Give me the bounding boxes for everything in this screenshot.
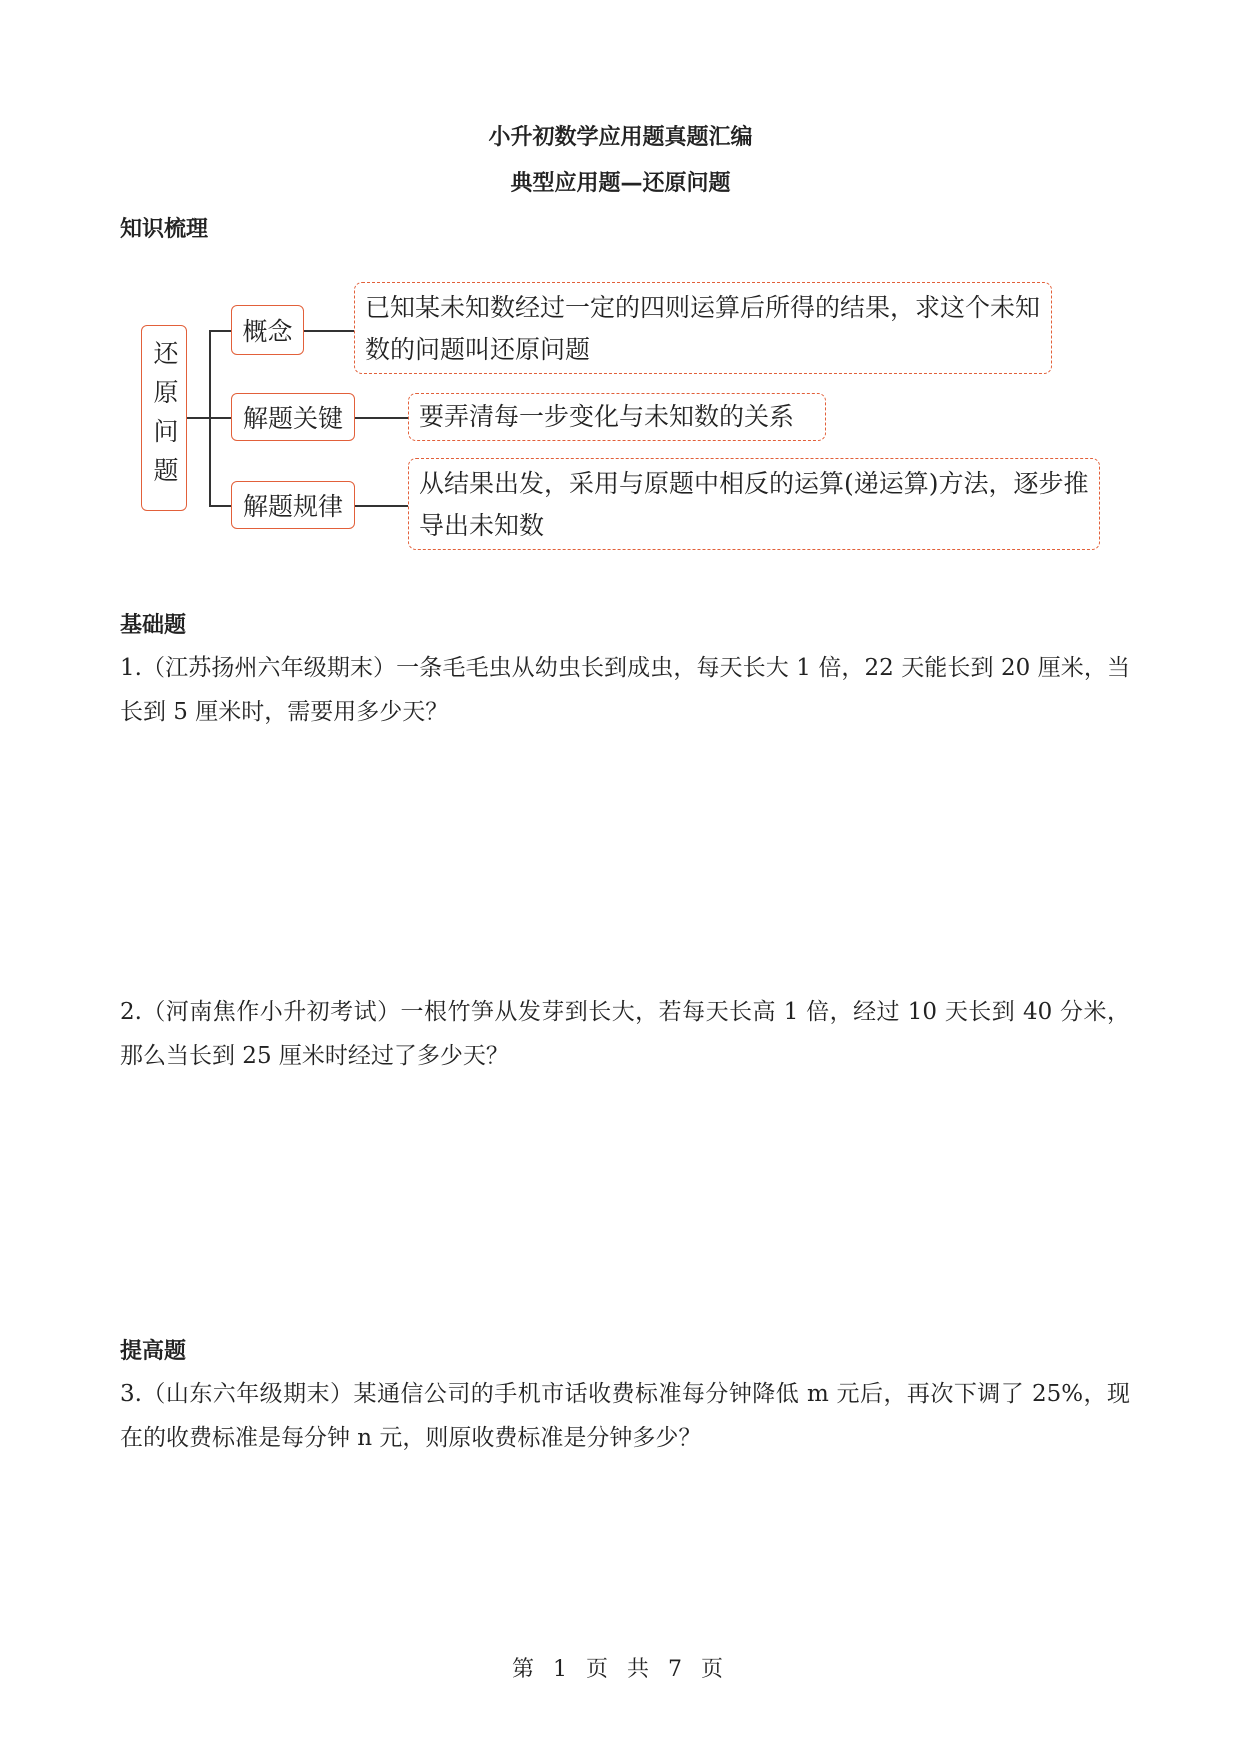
question-2: 2.（河南焦作小升初考试）一根竹笋从发芽到长大，若每天长高 1 倍，经过 10 天长到 40 分米，那么当长到 25 厘米时经过了多少天？ bbox=[120, 999, 1130, 1069]
connector bbox=[187, 417, 209, 419]
connector bbox=[209, 330, 231, 332]
branch-key bbox=[231, 393, 355, 441]
connector bbox=[355, 417, 408, 419]
question-1: 1.（江苏扬州六年级期末）一条毛毛虫从幼虫长到成虫，每天长大 1 倍，22 天能长到 20 厘米，当长到 5 厘米时，需要用多少天？ bbox=[120, 655, 1130, 725]
section-advanced: 提高题 bbox=[120, 1339, 187, 1364]
branch-text: 从结果出发，采用与原题中相反的运算(递运算)方法，逐步推导出未知数 bbox=[419, 469, 1089, 540]
branch-rule bbox=[231, 481, 355, 529]
branch-label: 解题规律 bbox=[242, 492, 343, 521]
connector bbox=[355, 505, 408, 507]
mind-map bbox=[0, 0, 1241, 600]
mind-map-root-label: 还原问题 bbox=[150, 340, 179, 496]
connector bbox=[209, 505, 231, 507]
connector bbox=[304, 330, 354, 332]
question-3: 3.（山东六年级期末）某通信公司的手机市话收费标准每分钟降低 m 元后，再次下调了 25%，现在的收费标准是每分钟 n 元，则原收费标准是分钟多少？ bbox=[120, 1381, 1130, 1451]
branch-text: 要弄清每一步变化与未知数的关系 bbox=[419, 402, 795, 431]
page-title: 小升初数学应用题真题汇编 bbox=[488, 125, 753, 150]
section-basic: 基础题 bbox=[120, 613, 187, 638]
branch-key-detail bbox=[408, 393, 826, 441]
branch-concept bbox=[231, 305, 304, 355]
branch-concept-detail bbox=[354, 282, 1052, 374]
mind-map-root bbox=[141, 325, 187, 511]
section-knowledge: 知识梳理 bbox=[120, 217, 209, 242]
page-footer: 第 1 页 共 7 页 bbox=[512, 1657, 729, 1682]
connector bbox=[209, 417, 231, 419]
branch-label: 解题关键 bbox=[242, 404, 343, 433]
branch-rule-detail bbox=[408, 458, 1100, 550]
page-subtitle: 典型应用题—还原问题 bbox=[510, 171, 731, 196]
branch-label: 概念 bbox=[242, 317, 293, 346]
branch-text: 已知某未知数经过一定的四则运算后所得的结果，求这个未知数的问题叫还原问题 bbox=[365, 293, 1041, 364]
